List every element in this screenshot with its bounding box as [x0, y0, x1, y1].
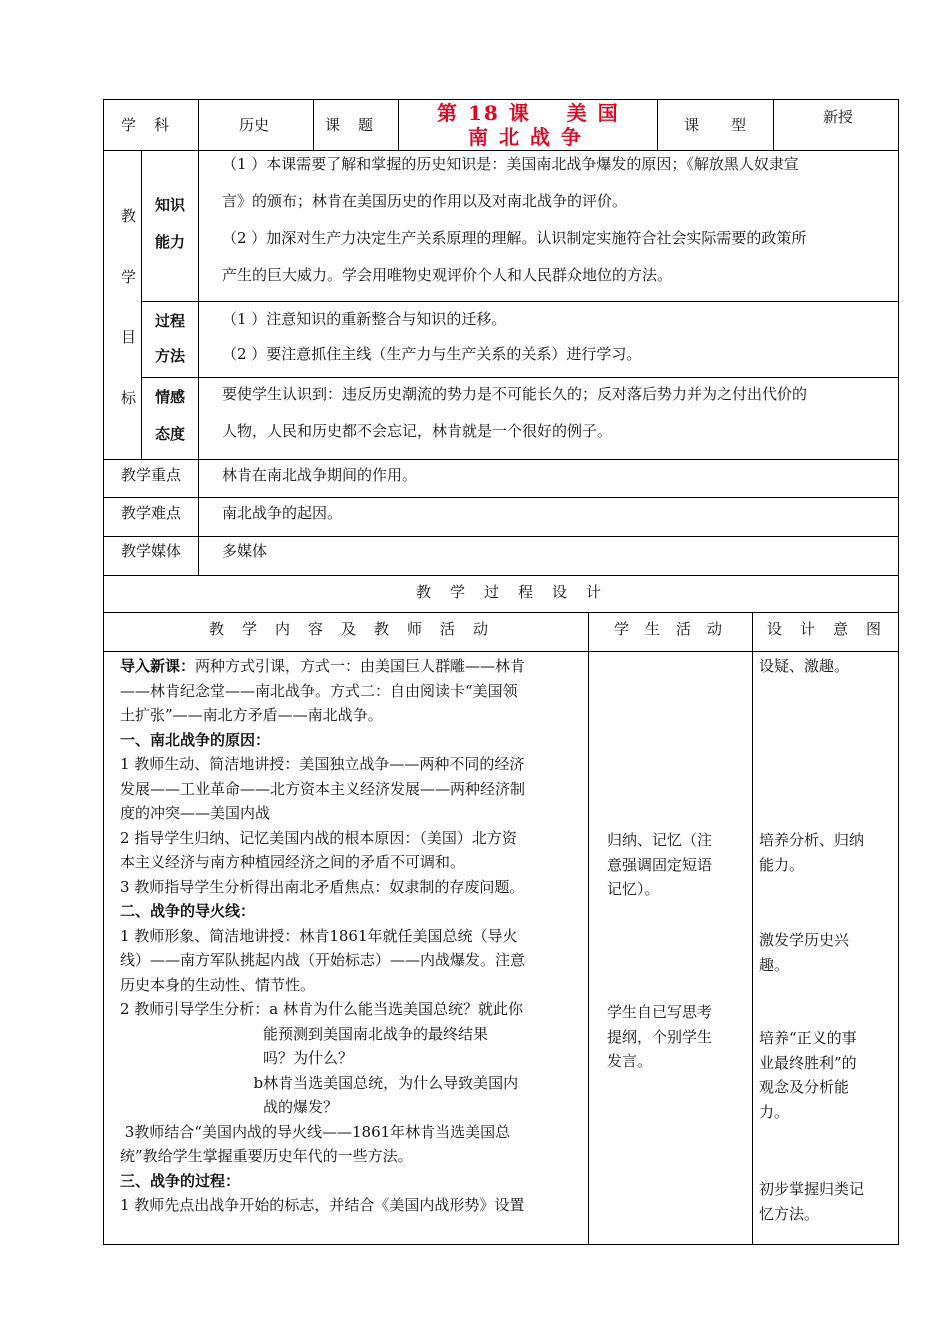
- content-text: 2 教师引导学生分析：a 林肯为什么能当选美国总统？就此你: [120, 1000, 524, 1018]
- content-body: [120, 654, 525, 1218]
- type-label: 课型: [684, 116, 779, 134]
- content-text: 1 教师形象、简洁地讲授：林肯1861年就任美国总统（导火: [120, 926, 518, 945]
- content-text: 土扩张”——南北方矛盾——南北战争。: [120, 706, 383, 724]
- knowledge-line: 产生的巨大威力。学会用唯物史观评价个人和人民群众地位的方法。: [222, 266, 673, 284]
- col-divider: [657, 99, 658, 150]
- content-line: [120, 1071, 525, 1096]
- col-divider: [588, 612, 589, 1245]
- topic-title-line2: 南 北 战 争: [468, 125, 583, 149]
- key-point-value: 林肯在南北战争期间的作用。: [222, 466, 418, 484]
- intent-line: 趣。: [759, 955, 790, 974]
- content-text: 1 教师先点出战争开始的标志，并结合《美国内战形势》设置: [120, 1196, 525, 1214]
- design-intent-3: [759, 928, 849, 977]
- knowledge-line: 言》的颁布；林肯在美国历史的作用以及对南北战争的评价。: [222, 192, 628, 210]
- content-heading: 二、战争的导火线：: [120, 902, 256, 920]
- content-line: [120, 826, 525, 851]
- difficulty-label: 教学难点: [121, 504, 182, 522]
- content-text: 1 教师生动、简洁地讲授：美国独立战争——两种不同的经济: [120, 755, 525, 773]
- content-text: 3 教师指导学生分析得出南北矛盾焦点：奴隶制的存废问题。: [120, 877, 525, 896]
- content-line: [120, 801, 525, 826]
- process-design-title: 教学过程设计: [416, 583, 621, 601]
- content-line: [120, 654, 525, 679]
- emotion-label-1: 情感: [155, 388, 186, 406]
- col-divider: [198, 459, 199, 575]
- content-line: [120, 924, 525, 949]
- row-divider: [103, 536, 899, 537]
- difficulty-value: 南北战争的起因。: [222, 504, 343, 522]
- content-line: [120, 777, 525, 802]
- column-content-header: 教学内容及教师活动: [209, 620, 507, 638]
- student-line: 发言。: [607, 1052, 653, 1070]
- student-line: 意强调固定短语: [607, 855, 713, 874]
- content-text: 统”教给学生掌握重要历史年代的一些方法。: [120, 1147, 413, 1165]
- content-text: 历史本身的生动性、情节性。: [120, 975, 316, 994]
- knowledge-label-2: 能力: [155, 233, 186, 251]
- intent-line: 设疑、激趣。: [759, 657, 850, 675]
- content-line: [120, 703, 525, 728]
- row-divider: [103, 459, 899, 460]
- content-line: [120, 679, 525, 704]
- content-line: [120, 948, 525, 973]
- content-line: [120, 728, 525, 753]
- topic-title-line1: 第 18 课 美 国: [437, 101, 620, 125]
- media-label: 教学媒体: [121, 542, 182, 560]
- process-line: （2 ）要注意抓住主线（生产力与生产关系的关系）进行学习。: [222, 345, 642, 363]
- content-text: 战的爆发？: [120, 1098, 339, 1116]
- content-text: 度的冲突——美国内战: [120, 804, 271, 822]
- knowledge-line: （1 ）本课需要了解和掌握的历史知识是：美国南北战争爆发的原因；《解放黑人奴隶宣: [222, 155, 799, 173]
- student-line: 归纳、记忆（注: [607, 831, 713, 849]
- emotion-text: [222, 376, 807, 450]
- process-label-2: 方法: [155, 347, 186, 365]
- knowledge-label-1: 知识: [155, 196, 186, 214]
- content-line: [120, 850, 525, 875]
- intent-line: 初步掌握归类记: [759, 1180, 865, 1198]
- design-intent-1: [759, 654, 849, 679]
- content-text: 3教师结合“美国内战的导火线——1861年林肯当选美国总: [120, 1122, 511, 1141]
- process-label-1: 过程: [155, 312, 186, 330]
- content-line: [120, 973, 525, 998]
- intent-line: 培养分析、归纳: [759, 831, 865, 849]
- content-text: 两种方式引课，方式一：由美国巨人群雕——林肯: [195, 657, 526, 675]
- content-text: 发展——工业革命——北方资本主义经济发展——两种经济制: [120, 779, 526, 798]
- content-heading: 导入新课：: [120, 657, 196, 675]
- topic-label: 课题: [325, 116, 392, 134]
- row-divider: [103, 497, 899, 498]
- content-line: [120, 1169, 525, 1194]
- process-line: （1 ）注意知识的重新整合与知识的迁移。: [222, 310, 507, 328]
- emotion-label-2: 态度: [155, 425, 186, 443]
- content-line: [120, 997, 525, 1022]
- design-intent-4: [759, 1026, 857, 1124]
- knowledge-text: [222, 146, 806, 294]
- intent-line: 力。: [759, 1102, 790, 1121]
- content-line: [120, 875, 525, 900]
- column-student-header: 学生活动: [614, 620, 739, 638]
- col-divider: [398, 99, 399, 150]
- content-line: [120, 1144, 525, 1169]
- process-text: [222, 302, 641, 372]
- design-intent-2: [759, 828, 864, 877]
- intent-line: 忆方法。: [759, 1204, 820, 1223]
- intent-line: 业最终胜利”的: [759, 1053, 857, 1072]
- content-line: [120, 1046, 525, 1071]
- content-text: 2 指导学生归纳、记忆美国内战的根本原因：（美国）北方资: [120, 828, 517, 847]
- subject-value: 历史: [239, 116, 270, 134]
- student-line: 学生自已写思考: [607, 1003, 713, 1021]
- content-line: [120, 899, 525, 924]
- content-text: ——林肯纪念堂——南北战争。方式二：自由阅读卡“美国领: [120, 681, 518, 700]
- content-heading: 三、战争的过程：: [120, 1171, 241, 1190]
- student-line: 提纲，个别学生: [607, 1027, 713, 1046]
- col-divider: [198, 150, 199, 459]
- objectives-side-label-4: 标: [121, 389, 137, 407]
- col-divider: [313, 99, 314, 150]
- intent-line: 观念及分析能: [759, 1078, 850, 1096]
- emotion-line: 要使学生认识到：违反历史潮流的势力是不可能长久的；反对落后势力并为之付出代价的: [222, 385, 808, 403]
- content-text: 本主义经济与南方种植园经济之间的矛盾不可调和。: [120, 853, 466, 871]
- content-line: [120, 752, 525, 777]
- student-activity-2: [607, 1000, 712, 1074]
- type-value: 新授: [823, 108, 854, 126]
- content-text: 能预测到美国南北战争的最终结果: [120, 1024, 489, 1043]
- col-divider: [141, 150, 142, 459]
- emotion-line: 人物，人民和历史都不会忘记，林肯就是一个很好的例子。: [222, 422, 613, 440]
- row-divider: [103, 575, 899, 576]
- content-text: 吗？为什么？: [120, 1049, 354, 1067]
- column-intent-header: 设计意图: [767, 620, 900, 638]
- student-activity-1: [607, 828, 712, 902]
- media-value: 多媒体: [222, 542, 268, 560]
- row-divider: [103, 651, 899, 652]
- intent-line: 激发学历史兴: [759, 931, 850, 949]
- intent-line: 能力。: [759, 855, 805, 874]
- content-line: [120, 1193, 525, 1218]
- objectives-side-label-1: 教: [121, 207, 137, 225]
- objectives-side-label-2: 学: [121, 268, 137, 286]
- intent-line: 培养“正义的事: [759, 1029, 857, 1047]
- student-line: 记忆）。: [607, 880, 660, 898]
- content-line: [120, 1095, 525, 1120]
- content-text: b林肯当选美国总统，为什么导致美国内: [120, 1073, 519, 1092]
- col-divider: [198, 99, 199, 150]
- content-line: [120, 1120, 525, 1145]
- design-intent-5: [759, 1177, 864, 1226]
- knowledge-line: （2 ）加深对生产力决定生产关系原理的理解。认识制定实施符合社会实际需要的政策所: [222, 229, 807, 247]
- content-line: [120, 1022, 525, 1047]
- content-text: 线）——南方军队挑起内战（开始标志）——内战爆发。注意: [120, 951, 526, 969]
- row-divider: [103, 612, 899, 613]
- content-heading: 一、南北战争的原因：: [120, 730, 271, 749]
- key-point-label: 教学重点: [121, 466, 182, 484]
- objectives-side-label-3: 目: [121, 328, 137, 346]
- subject-label: 学科: [121, 116, 188, 134]
- col-divider: [752, 612, 753, 1245]
